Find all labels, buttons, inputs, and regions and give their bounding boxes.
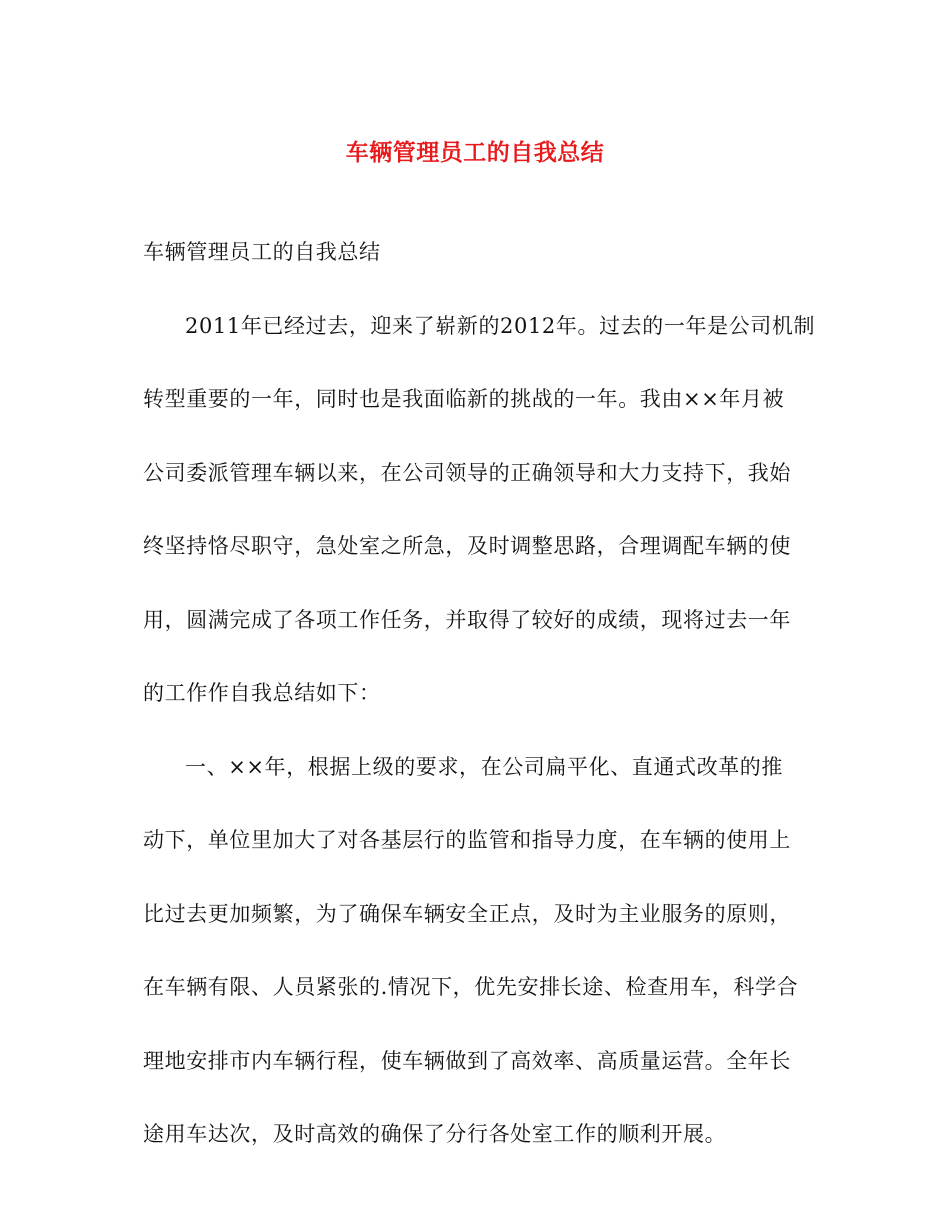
paragraph-line: 一、××年，根据上级的要求，在公司扁平化、直通式改革的推 [185, 754, 783, 779]
subtitle-line [143, 216, 811, 290]
paragraph-line: 公司委派管理车辆以来，在公司领导的正确领导和大力支持下，我始 [143, 460, 791, 485]
document-title: 车辆管理员工的自我总结 [345, 139, 605, 166]
paragraph-line: 终坚持恪尽职守，急处室之所急，及时调整思路，合理调配车辆的使 [143, 534, 791, 558]
paragraph-line: 用，圆满完成了各项工作任务，并取得了较好的成绩，现将过去一年 [143, 607, 791, 632]
document-body [143, 216, 816, 1172]
paragraph-line: 2011年已经过去，迎来了崭新的2012年。过去的一年是公司机制 [185, 313, 816, 338]
paragraph-line: 动下，单位里加大了对各基层行的监管和指导力度，在车辆的使用上 [143, 828, 791, 852]
paragraph-line: 途用车达次，及时高效的确保了分行各处室工作的顺利开展。 [143, 1122, 727, 1146]
paragraph-line: 的工作作自我总结如下： [143, 681, 381, 705]
subtitle-text: 车辆管理员工的自我总结 [143, 240, 381, 264]
paragraph-1 [143, 290, 816, 731]
paragraph-line: 转型重要的一年，同时也是我面临新的挑战的一年。我由××年月被 [143, 387, 785, 411]
paragraph-line: 在车辆有限、人员紧张的.情况下，优先安排长途、检查用车，科学合 [143, 975, 799, 999]
paragraph-line: 理地安排市内车辆行程，使车辆做到了高效率、高质量运营。全年长 [143, 1048, 791, 1073]
paragraph-line: 比过去更加频繁，为了确保车辆安全正点，及时为主业服务的原则， [143, 901, 791, 926]
paragraph-2 [143, 731, 811, 1172]
